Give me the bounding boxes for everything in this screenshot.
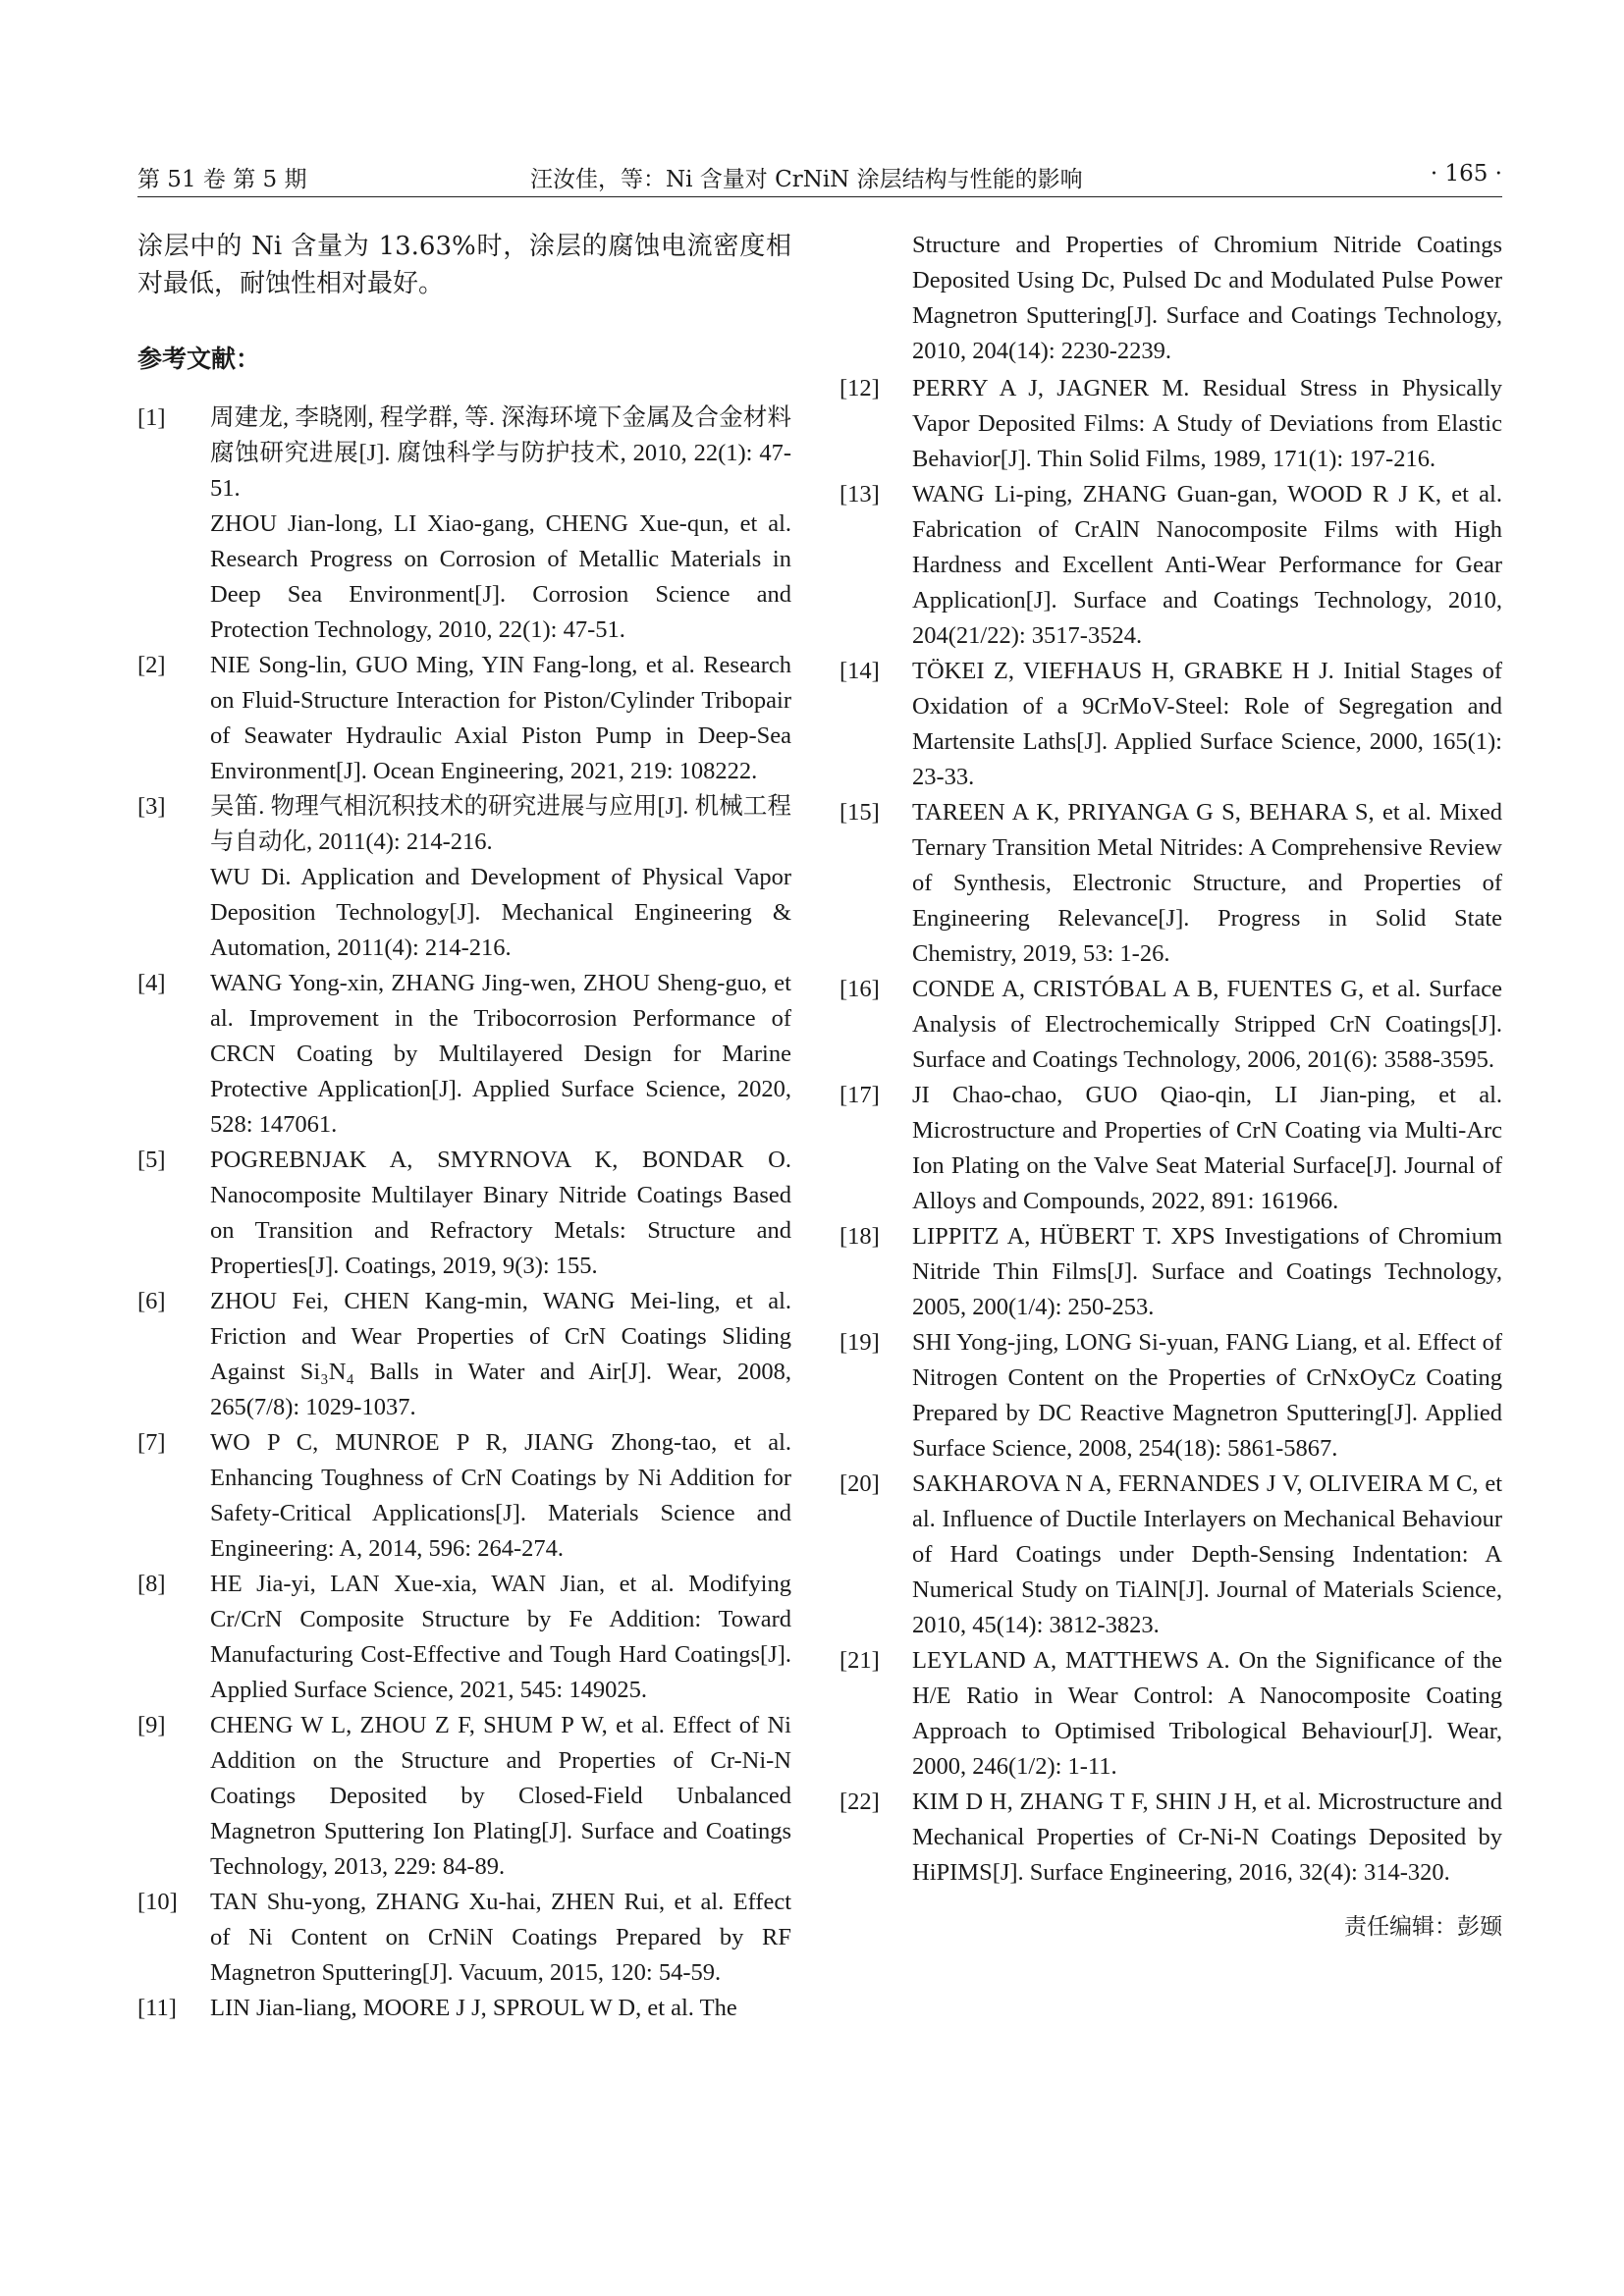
- reference-line: ZHOU Jian-long, LI Xiao-gang, CHENG Xue-qun, et al. Research Progress on Corrosion of Metallic Materials in Deep Sea Environment[J]. Corrosion Science and Protection Technology, 2010, 22(1): 47-51.: [210, 510, 791, 643]
- reference-line: CONDE A, CRISTÓBAL A B, FUENTES G, et al. Surface Analysis of Electrochemically Stripped CrN Coatings[J]. Surface and Coatings Technology, 2006, 201(6): 3588-3595.: [912, 976, 1502, 1073]
- reference-item: [137, 400, 791, 648]
- reference-number: [15]: [839, 799, 880, 826]
- reference-line: TAREEN A K, PRIYANGA G S, BEHARA S, et al. Mixed Ternary Transition Metal Nitrides: A Comprehensive Review of Synthesis, Electronic Structure, and Properties of Engineering Relevance[J]. Progress in Solid State Chemistry, 2019, 53: 1-26.: [912, 799, 1502, 967]
- page-header: [137, 157, 1502, 197]
- reference-line: WANG Li-ping, ZHANG Guan-gan, WOOD R J K, et al. Fabrication of CrAlN Nanocomposite Films with High Hardness and Excellent Anti-Wear Performance for Gear Application[J]. Surface and Coatings Technology, 2010, 204(21/22): 3517-3524.: [912, 481, 1502, 649]
- reference-line: LIPPITZ A, HÜBERT T. XPS Investigations of Chromium Nitride Thin Films[J]. Surface and Coatings Technology, 2005, 200(1/4): 250-253.: [912, 1223, 1502, 1320]
- reference-text: [912, 972, 1502, 1078]
- reference-number: [3]: [137, 793, 166, 820]
- running-title: 汪汝佳，等：Ni 含量对 CrNiN 涂层结构与性能的影响: [530, 167, 1083, 192]
- page-number: · 165 ·: [1430, 161, 1502, 187]
- reference-number: [4]: [137, 970, 166, 996]
- reference-number: [18]: [839, 1223, 880, 1250]
- reference-line: LEYLAND A, MATTHEWS A. On the Significance of the H/E Ratio in Wear Control: A Nanocomposite Coating Approach to Optimised Tribological Behaviour[J]. Wear, 2000, 246(1/2): 1-11.: [912, 1647, 1502, 1780]
- reference-line: SHI Yong-jing, LONG Si-yuan, FANG Liang, et al. Effect of Nitrogen Content on the Properties of CrNxOyCz Coating Prepared by DC Reactive Magnetron Sputtering[J]. Applied Surface Science, 2008, 254(18): 5861-5867.: [912, 1329, 1502, 1462]
- reference-line: 周建龙, 李晓刚, 程学群, 等. 深海环境下金属及合金材料腐蚀研究进展[J]. 腐蚀科学与防护技术, 2010, 22(1): 47-51.: [210, 404, 791, 502]
- reference-continuation: Structure and Properties of Chromium Nitride Coatings Deposited Using Dc, Pulsed Dc and Modulated Pulse Power Magnetron Sputtering[J]. Surface and Coatings Technology, 2010, 204(14): 2230-2239.: [912, 232, 1502, 364]
- reference-line: SAKHAROVA N A, FERNANDES J V, OLIVEIRA M C, et al. Influence of Ductile Interlayers on Mechanical Behaviour of Hard Coatings under Depth-Sensing Indentation: A Numerical Study on TiAlN[J]. Journal of Materials Science, 2010, 45(14): 3812-3823.: [912, 1470, 1502, 1638]
- reference-item: [137, 1143, 791, 1284]
- reference-number: [12]: [839, 375, 880, 401]
- reference-number: [14]: [839, 658, 880, 684]
- reference-number: [11]: [137, 1995, 177, 2021]
- reference-line: TÖKEI Z, VIEFHAUS H, GRABKE H J. Initial Stages of Oxidation of a 9CrMoV-Steel: Role of Segregation and Martensite Laths[J]. Applied Surface Science, 2000, 165(1): 23-33.: [912, 658, 1502, 790]
- reference-text: [912, 371, 1502, 477]
- reference-item: [137, 1567, 791, 1708]
- reference-list-right: [839, 371, 1502, 1891]
- reference-number: [17]: [839, 1082, 880, 1108]
- reference-item: [137, 1425, 791, 1567]
- reference-number: [13]: [839, 481, 880, 507]
- reference-item: [839, 477, 1502, 654]
- reference-item: [137, 966, 791, 1143]
- reference-line: PERRY A J, JAGNER M. Residual Stress in Physically Vapor Deposited Films: A Study of Deviations from Elastic Behavior[J]. Thin Solid Films, 1989, 171(1): 197-216.: [912, 375, 1502, 472]
- right-column: [839, 228, 1502, 1941]
- reference-line: POGREBNJAK A, SMYRNOVA K, BONDAR O. Nanocomposite Multilayer Binary Nitride Coatings Based on Transition and Refractory Metals: Structure and Properties[J]. Coatings, 2019, 9(3): 155.: [210, 1147, 791, 1279]
- intro-paragraph: 涂层中的 Ni 含量为 13.63%时，涂层的腐蚀电流密度相对最低，耐蚀性相对最好。: [137, 232, 791, 298]
- journal-volume: 第 51 卷 第 5 期: [137, 167, 307, 192]
- reference-item: [137, 1708, 791, 1885]
- reference-item: [137, 1284, 791, 1425]
- reference-text: [210, 648, 791, 789]
- reference-text: [912, 477, 1502, 654]
- reference-number: [7]: [137, 1429, 166, 1456]
- reference-number: [8]: [137, 1571, 166, 1597]
- reference-line: ZHOU Fei, CHEN Kang-min, WANG Mei-ling, et al. Friction and Wear Properties of CrN Coatings Sliding Against Si₃N₄ Balls in Water and Air[J]. Wear, 2008, 265(7/8): 1029-1037.: [210, 1288, 791, 1420]
- reference-number: [20]: [839, 1470, 880, 1497]
- reference-text: [210, 966, 791, 1143]
- reference-line: TAN Shu-yong, ZHANG Xu-hai, ZHEN Rui, et al. Effect of Ni Content on CrNiN Coatings Prepared by RF Magnetron Sputtering[J]. Vacuum, 2015, 120: 54-59.: [210, 1889, 791, 1986]
- reference-item: [839, 1467, 1502, 1643]
- reference-number: [5]: [137, 1147, 166, 1173]
- reference-list-left: [137, 400, 791, 2026]
- reference-number: [16]: [839, 976, 880, 1002]
- reference-number: [9]: [137, 1712, 166, 1738]
- reference-text: [210, 400, 791, 648]
- reference-text: [210, 789, 791, 966]
- left-column: [137, 228, 791, 2026]
- reference-number: [10]: [137, 1889, 178, 1915]
- reference-line: WO P C, MUNROE P R, JIANG Zhong-tao, et al. Enhancing Toughness of CrN Coatings by Ni Addition for Safety-Critical Applications[J]. Materials Science and Engineering: A, 2014, 596: 264-274.: [210, 1429, 791, 1562]
- reference-item: [839, 1785, 1502, 1891]
- reference-number: [19]: [839, 1329, 880, 1356]
- reference-line: JI Chao-chao, GUO Qiao-qin, LI Jian-ping, et al. Microstructure and Properties of CrN Coating via Multi-Arc Ion Plating on the Valve Seat Material Surface[J]. Journal of Alloys and Compounds, 2022, 891: 161966.: [912, 1082, 1502, 1214]
- reference-item: [839, 1078, 1502, 1219]
- reference-text: [210, 1284, 791, 1425]
- reference-line: HE Jia-yi, LAN Xue-xia, WAN Jian, et al. Modifying Cr/CrN Composite Structure by Fe Addition: Toward Manufacturing Cost-Effective and Tough Hard Coatings[J]. Applied Surface Science, 2021, 545: 149025.: [210, 1571, 791, 1703]
- reference-item: [839, 1325, 1502, 1467]
- reference-item: [839, 1219, 1502, 1325]
- reference-line: KIM D H, ZHANG T F, SHIN J H, et al. Microstructure and Mechanical Properties of Cr-Ni-N Coatings Deposited by HiPIMS[J]. Surface Engineering, 2016, 32(4): 314-320.: [912, 1789, 1502, 1886]
- reference-line: WU Di. Application and Development of Physical Vapor Deposition Technology[J]. Mechanical Engineering & Automation, 2011(4): 214-216.: [210, 864, 791, 961]
- reference-line: 吴笛. 物理气相沉积技术的研究进展与应用[J]. 机械工程与自动化, 2011(4): 214-216.: [210, 793, 791, 855]
- reference-line: CHENG W L, ZHOU Z F, SHUM P W, et al. Effect of Ni Addition on the Structure and Properties of Cr-Ni-N Coatings Deposited by Closed-Field Unbalanced Magnetron Sputtering Ion Plating[J]. Surface and Coatings Technology, 2013, 229: 84-89.: [210, 1712, 791, 1880]
- reference-text: [912, 1219, 1502, 1325]
- reference-item: [137, 1885, 791, 1991]
- reference-item: [839, 654, 1502, 795]
- reference-text: [912, 1785, 1502, 1891]
- responsible-editor: 责任编辑：彭颋: [1344, 1914, 1502, 1940]
- reference-number: [6]: [137, 1288, 166, 1314]
- reference-text: [912, 1078, 1502, 1219]
- reference-text: [210, 1991, 791, 2026]
- reference-number: [2]: [137, 652, 166, 678]
- reference-text: [912, 1467, 1502, 1643]
- reference-text: [912, 1643, 1502, 1785]
- reference-text: [210, 1708, 791, 1885]
- reference-line: WANG Yong-xin, ZHANG Jing-wen, ZHOU Sheng-guo, et al. Improvement in the Tribocorrosion Performance of CRCN Coating by Multilayered Design for Marine Protective Application[J]. Applied Surface Science, 2020, 528: 147061.: [210, 970, 791, 1138]
- reference-text: [210, 1885, 791, 1991]
- reference-number: [22]: [839, 1789, 880, 1815]
- reference-item: [839, 795, 1502, 972]
- reference-text: [912, 654, 1502, 795]
- reference-line: LIN Jian-liang, MOORE J J, SPROUL W D, et al. The: [210, 1995, 737, 2021]
- references-heading: 参考文献：: [137, 345, 261, 373]
- reference-text: [210, 1567, 791, 1708]
- reference-item: [839, 972, 1502, 1078]
- reference-line: NIE Song-lin, GUO Ming, YIN Fang-long, et al. Research on Fluid-Structure Interaction for Piston/Cylinder Tribopair of Seawater Hydraulic Axial Piston Pump in Deep-Sea Environment[J]. Ocean Engineering, 2021, 219: 108222.: [210, 652, 791, 784]
- reference-item: [839, 1643, 1502, 1785]
- reference-text: [912, 1325, 1502, 1467]
- reference-item: [137, 648, 791, 789]
- reference-text: [210, 1425, 791, 1567]
- reference-number: [21]: [839, 1647, 880, 1674]
- reference-item: [137, 1991, 791, 2026]
- reference-text: [210, 1143, 791, 1284]
- reference-item: [137, 789, 791, 966]
- reference-item: [839, 371, 1502, 477]
- reference-text: [912, 795, 1502, 972]
- reference-number: [1]: [137, 404, 166, 431]
